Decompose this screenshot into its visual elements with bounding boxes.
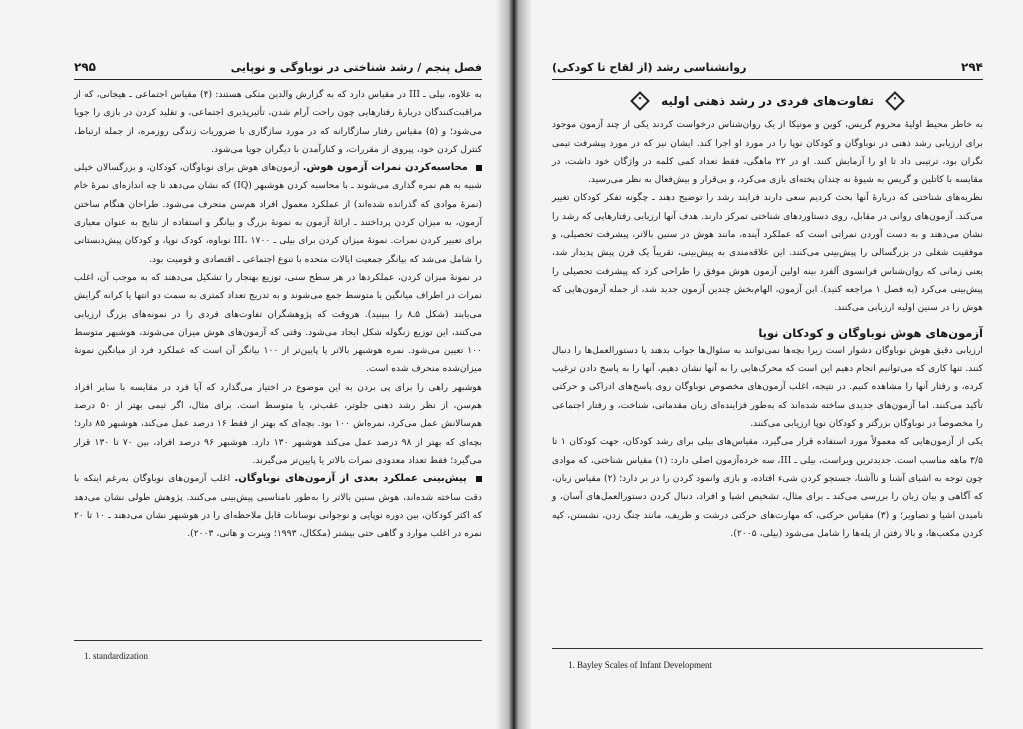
left-section2-text: اغلب آزمون‌های نوباوگان به‌رغم اینکه با دقت ساخته شده‌اند، هوش سنین بالاتر را به‌طور نامناسبی پیش‌بینی می‌کنند. پژوهش طولی نشان می‌دهد که اکثر کودکان، بین دوره نوپایی و نوجوانی نوسانات قابل ملاحظه‌ای را در هوشبهر نشان می‌دهند ـ ۱۰ تا ۲۰ نمره در اغلب موارد و گاهی حتی بیشتر (مککال، ۱۹۹۳؛ وینرت و هانی، ۲۰۰۳).	[74, 473, 482, 540]
left-paragraph-2: در نمونهٔ میزان کردن، عملکردها در هر سطح سنی، توزیع بهنجار را تشکیل می‌دهند که به موجب آن، اغلب نمرات در اطراف میانگین یا متوسط جمع می‌شوند و به تدریج تعداد کمتری به سمت دو انتها یا کرانه گرایش می‌یابند (شکل ۵ـ۸ را ببینید). هروقت که پژوهشگران تفاوت‌های فردی را در نمونه‌های بزرگ ارزیابی می‌کنند، این توزیع زنگوله شکل ایجاد می‌شود. وقتی که آزمون‌های هوش میزان می‌شوند، هوشبهر متوسط ۱۰۰ تعیین می‌شود. نمره هوشبهر بالاتر یا پایین‌تر از ۱۰۰ بیانگر آن است که عملکرد فرد از میانگین نمونهٔ میزان‌شده منحرف شده است.	[74, 271, 482, 375]
left-section-text: آزمون‌های هوش برای نوباوگان، کودکان، و بزرگسالان خیلی شبیه به هم نمره گذاری می‌شوند ـ با محاسبه کردن هوشبهر (IQ) که نشان می‌دهد تا چه اندازه‌ای نمرهٔ خام (نمرهٔ موادی که گذرانده شده‌اند) از عملکرد معمول افراد هم‌سن منحرف می‌شود. طراحان هنگام ساختن آزمون، به میزان کردن پرداختند ـ ارائهٔ آزمون به نمونهٔ بزرگ و بیانگر و استفاده از نتایج به عنوان معیاری برای تعبیر کردن نمرات. نمونهٔ میزان کردن برای بیلی ـ III، ۱۷۰۰ نوباوه، کودک نوپا، و کودکان پیش‌دبستانی را شامل می‌شد که بیانگر جمعیت ایالات متحده با تنوع اجتماعی ـ اقتصادی و قومیت بود.	[74, 162, 483, 265]
right-body-text	[552, 88, 983, 543]
left-running-head-title: فصل پنجم / رشد شناختی در نوباوگی و نوپایی	[230, 60, 482, 74]
left-footnote: 1. standardization	[84, 651, 148, 661]
right-footnote-rule	[552, 648, 983, 649]
right-page-number: ۲۹۴	[961, 60, 983, 74]
right-section-heading	[552, 92, 983, 110]
square-bullet-icon	[476, 476, 482, 482]
left-page	[0, 0, 508, 729]
left-section-standardization	[74, 159, 482, 269]
left-page-number: ۲۹۵	[74, 60, 96, 74]
diamond-ornament-icon	[885, 91, 905, 111]
right-running-head	[552, 58, 983, 76]
right-subheading: آزمون‌های هوش نوباوگان و کودکان نوپا	[758, 325, 983, 340]
left-running-head	[74, 58, 482, 76]
right-head-rule	[552, 79, 983, 80]
right-running-head-title: روانشناسی رشد (از لقاح تا کودکی)	[552, 60, 747, 74]
left-section-title: محاسبه‌کردن نمرات آزمون هوش.	[302, 162, 468, 174]
right-paragraph-1: به خاطر محیط اولیهٔ محروم گریس، کوین و مونیکا از یک روان‌شناس درخواست کردند یکی از چند آزمون موجود برای ارزیابی رشد ذهنی در نوباوگان و کودکان نوپا را در مورد او اجرا کند. ایشان نیز که در مورد پیشرفت تیمی نگران بود، ترتیبی داد تا او را آزمایش کنند. او در ۲۲ ماهگی، فقط تعداد کمی کلمه در واژگان خود داشت، در مقایسه با کاتلین و گریس به شیوهٔ نه چندان پخته‌ای بازی می‌کرد، و بی‌قرار و بیش‌فعال به نظر می‌رسید.	[552, 119, 983, 186]
left-section2-title: پیش‌بینی عملکرد بعدی از آزمون‌های نوباوگان.	[234, 473, 467, 485]
left-section-prediction	[74, 470, 482, 543]
diamond-ornament-icon	[630, 91, 650, 111]
left-body-text	[74, 86, 482, 543]
left-paragraph-3: هوشبهر راهی را برای پی بردن به این موضوع در اختیار می‌گذارد که آیا فرد در مقایسه با سایر افراد هم‌سن، از نظر رشد ذهنی جلوتر، عقب‌تر، یا متوسط است. برای مثال، اگر تیمی بهتر از ۵۰ درصد هم‌سالانش عمل می‌کرد، نمره‌اش ۱۰۰ بود. بچه‌ای که بهتر از فقط ۱۶ درصد عمل می‌کند، هوشبهر ۸۵ دارد؛ بچه‌ای که بهتر از ۹۸ درصد عمل می‌کند هوشبهر ۱۳۰ دارد. هوشبهر ۹۶ درصد افراد، بین ۷۰ تا ۱۳۰ قرار می‌گیرد؛ فقط تعداد معدودی نمرات بالاتر یا پایین‌تر می‌گیرند.	[74, 381, 483, 466]
left-footnote-rule	[74, 640, 482, 641]
square-bullet-icon	[476, 165, 482, 171]
right-page	[516, 0, 1023, 729]
right-paragraph-3: ارزیابی دقیق هوش نوباوگان دشوار است زیرا بچه‌ها نمی‌توانند به سئوال‌ها جواب بدهند یا دستورالعمل‌ها را دنبال کنند. تنها کاری که می‌توانیم انجام دهیم این است که محرک‌هایی را به آنها نشان دهیم، آنها را به پاسخ دادن ترغیب کرده، و رفتار آنها را مشاهده کنیم. در نتیجه، اغلب آزمون‌های مخصوص نوباوگان روی پاسخ‌های ادراکی و حرکتی تأکید می‌کنند. اما آزمون‌های جدیدی ساخته شده‌اند که به‌طور فزاینده‌ای زبان مقدماتی، شناخت، و رفتار اجتماعی را مخصوصاً در نوباوگان بزرگتر و کودکان نوپا ارزیابی می‌کنند.	[552, 344, 983, 430]
right-paragraph-4: یکی از آزمون‌هایی که معمولاً مورد استفاده قرار می‌گیرد، مقیاس‌های بیلی برای رشد کودکان، جهت کودکان ۱ تا ۳/۵ ماهه مناسب است. جدیدترین ویراست، بیلی ـ III، سه خرده‌آزمون اصلی دارد: (۱) مقیاس شناختی، که موادی چون توجه به اشیای آشنا و ناآشنا، جستجو کردن شیء افتاده، و بازی وانمود کردن را در بر دارد؛ (۲) مقیاس زبان، که آگاهی و بیان زبان را بررسی می‌کند ـ برای مثال، تشخیص اشیا و افراد، دنبال کردن دستورالعمل‌های آسان، و نامیدن اشیا و تصاویر؛ و (۳) مقیاس حرکتی، که مهارت‌های حرکتی درشت و ظریف، مانند چنگ زدن، نشستن، کپه کردن مکعب‌ها، و بالا رفتن از پله‌ها را شامل می‌شود (بیلی، ۲۰۰۵).	[552, 436, 984, 539]
left-paragraph-1: به علاوه، بیلی ـ III در مقیاس دارد که به گزارش والدین متکی هستند: (۴) مقیاس اجتماعی ـ هیجانی، که از مراقبت‌کنندگان دربارهٔ رفتارهایی چون راحت آرام شدن، تأثیرپذیری اجتماعی، و تقلید کردن در بازی را جویا می‌شود؛ و (۵) مقیاس رفتار سازگارانه که در مورد سازگاری با ضروریات زندگی روزمره، از جمله ارتباط، کنترل کردن خود، پیروی از مقررات، و کنارآمدن با دیگران جویا می‌شود.	[74, 89, 482, 155]
right-footnote: 1. Bayley Scales of Infant Development	[568, 660, 712, 670]
left-head-rule	[74, 79, 482, 80]
right-paragraph-2: نظریه‌های شناختی که دربارهٔ آنها بحث کردیم سعی دارند فرایند رشد را توضیح دهند ـ چگونه تفکر کودکان تغییر می‌کند. آزمون‌های روانی در مقابل، روی دستاوردهای شناختی تمرکز دارند. هدف آنها ارزیابی رفتارهایی که رشد را نشان می‌دهند و به دست آوردن نمراتی است که عملکرد آینده، مانند هوش در سنین بالاتر، پیشرفت تحصیلی، و موفقیت شغلی در بزرگسالی را پیش‌بینی می‌کنند. این علاقه‌مندی به پیش‌بینی، تقریباً یک قرن پیش پدیدار شد، یعنی زمانی که روان‌شناس فرانسوی آلفرد بینه اولین آزمون هوش موفق را طراحی کرد که پیشرفت تحصیلی را پیش‌بینی می‌کرد (به فصل ۱ مراجعه کنید). این آزمون، الهام‌بخش چندین آزمون جدید شد، از جمله آزمون‌هایی که هوش را در سنین اولیه ارزیابی می‌کنند.	[552, 192, 983, 314]
right-heading-text: تفاوت‌های فردی در رشد ذهنی اولیه	[661, 94, 874, 108]
